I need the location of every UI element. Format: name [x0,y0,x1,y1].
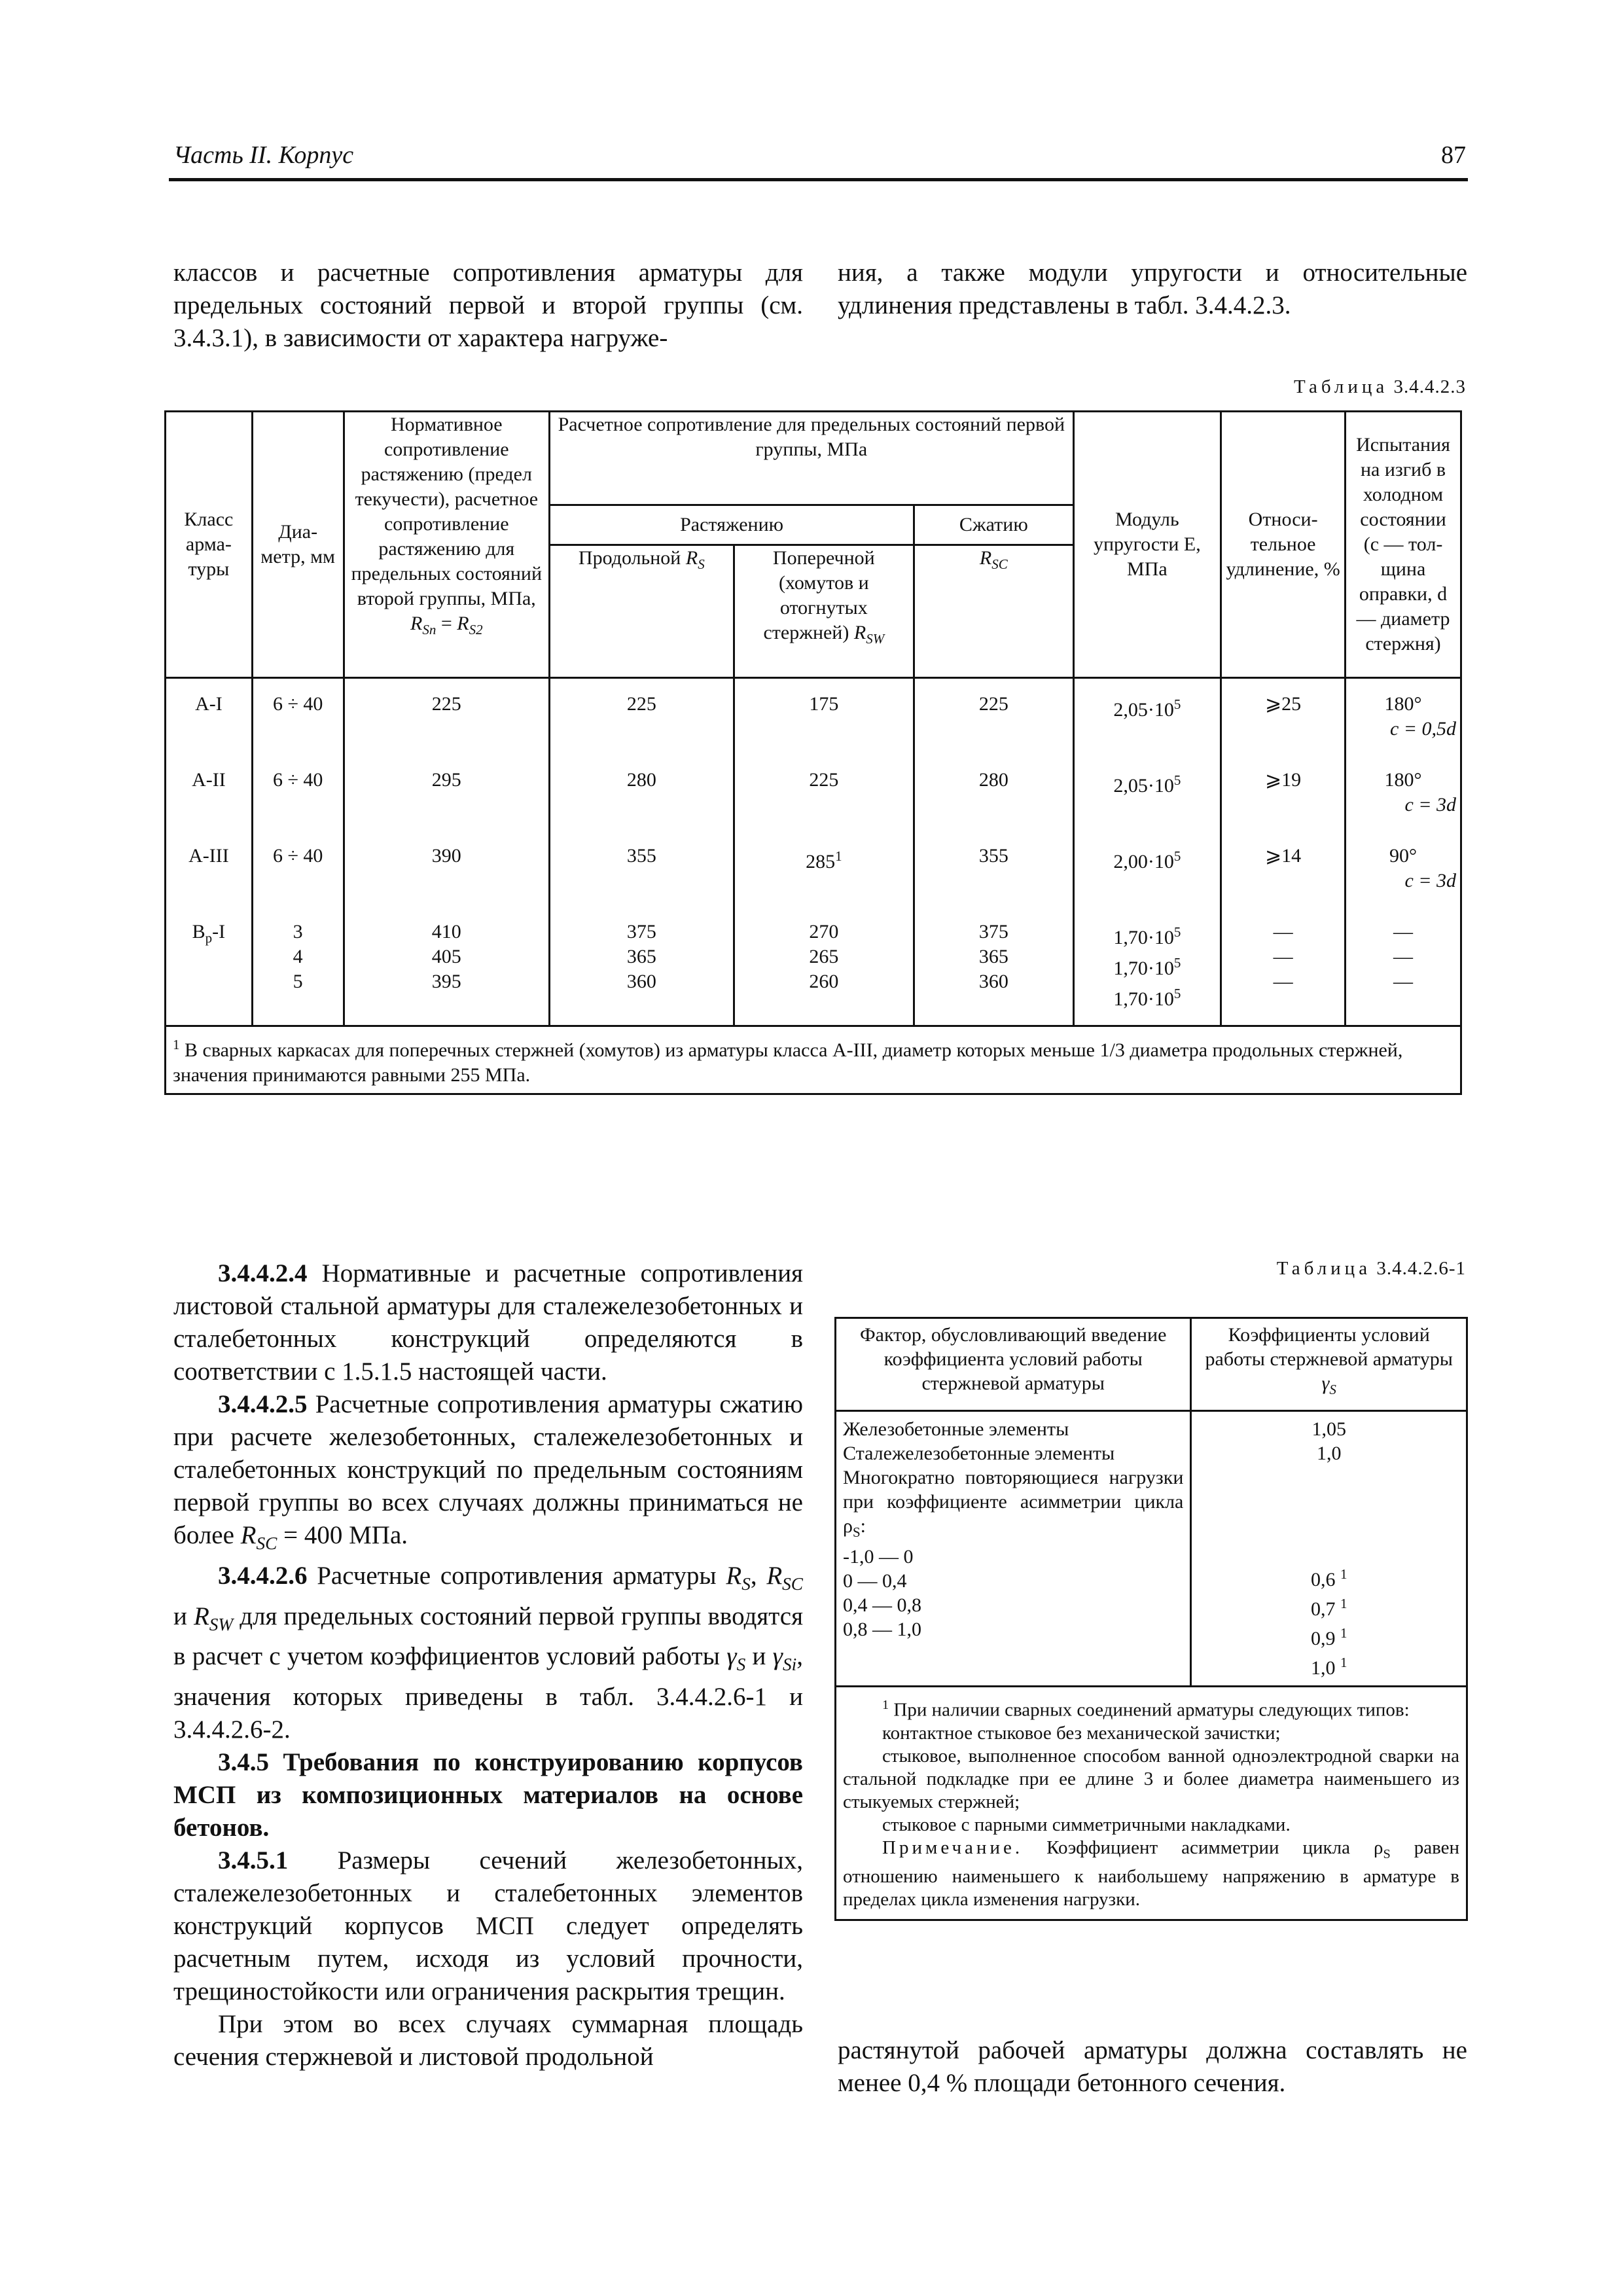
header-normative-symbol-2: R [457,613,469,634]
paragraph-text: Размеры сечений железобетонных, сталежелезобетонных и сталебетонных элементов конструкций корпусов МСП следует определять расчетным путем, исходя из условий прочности, трещиностойкости или ограничения раскрытия трещин. [173,1846,803,2006]
cell-rsw [734,906,914,1026]
coefficient-value: 1,0 [1316,1443,1342,1464]
note-text: стыковое с парными симметричными накладками. [882,1814,1291,1835]
cell-modulus-exp: 5 [1173,848,1181,864]
cell-rsw-value: 285 [806,851,836,872]
header-coefficient-text: Коэффициенты условий работы стержневой арматуры [1205,1324,1453,1370]
header-transverse-text: Поперечной (хомутов и отогнутых стержней) [763,547,875,643]
header-transverse [734,545,914,678]
header-rule [169,178,1468,181]
cell-rs-value: 360 [626,971,656,992]
table-row [166,678,1461,755]
table2-caption-word: Таблица [1276,1258,1372,1279]
coefficient-spacer [1198,1465,1459,1562]
cell-rsc: 225 [914,678,1073,755]
note-text: контактное стыковое без механической зачистки; [882,1722,1281,1744]
coefficient-number: 0,6 [1310,1569,1336,1590]
coefficient-footnote-mark: 1 [1340,1625,1347,1641]
intro-text-left: классов и расчетные сопротивления арматуры для предельных состояний первой и второй группы (см. 3.4.3.1), в зависимости от характера нагруже- [173,259,803,352]
header-coefficient [1191,1318,1467,1411]
coefficient-value [1198,1592,1459,1621]
factor-item [843,1465,1183,1545]
table2-caption-number: 3.4.4.2.6-1 [1376,1258,1466,1279]
cell-rsc: 280 [914,755,1073,831]
cell-dash: — [1393,971,1414,992]
header-class: Класс арма-туры [166,412,253,678]
cell-rs: 355 [550,831,734,906]
header-elongation: Относи-тельное удлинение, % [1221,412,1346,678]
table-working-coefficients [834,1317,1468,1921]
table1-footnote-mark: 1 [173,1037,180,1052]
page-number: 87 [1441,141,1466,169]
factor-column [836,1411,1191,1687]
cell-normative-value: 405 [431,946,461,967]
cell-class-letter: B [192,921,205,942]
table1-footnote-text: В сварных каркасах для поперечных стержней (хомутов) из арматуры класса A-III, диаметр которых меньше 1/3 диаметра продольных стержней, значения принимаются равными 255 МПа. [173,1039,1403,1086]
coefficient-footnote-mark: 1 [1340,1596,1347,1611]
table1-caption [1113,376,1466,398]
intro-text-right: ния, а также модули упругости и относительные удлинения представлены в табл. 3.4.4.2.3. [838,259,1467,319]
cell-rsw [734,831,914,906]
cell-modulus-value: 2,05·10 [1113,699,1174,721]
header-coefficient-sub: S [1329,1382,1336,1397]
paragraph-3-4-4-2-5 [173,1388,803,1560]
paragraph-total-area-continued: растянутой рабочей арматуры должна составлять не менее 0,4 % площади бетонного сечения. [838,2036,1467,2097]
paragraph-text-end: = 400 МПа. [277,1521,408,1549]
table2-notes [836,1687,1467,1920]
paragraph-3-4-4-2-4 [173,1257,803,1388]
symbol-r: R [726,1561,742,1590]
table1-footnote [166,1026,1461,1094]
paragraph-text: , [750,1561,767,1590]
coefficient-value [1198,1621,1459,1651]
paragraph-text: для предельных состояний первой группы вводятся в расчет с учетом коэффициентов условий работы [173,1602,804,1671]
cell-diameter [252,906,344,1026]
cell-elongation: ⩾25 [1221,678,1346,755]
cell-class [166,906,253,1026]
table1-caption-word: Таблица [1293,376,1389,397]
cell-rsw-value: 260 [809,971,839,992]
symbol-r: R [766,1561,783,1590]
note-remark [843,1837,1459,1912]
cell-rsc: 355 [914,831,1073,906]
cell-class: A-III [166,831,253,906]
paragraph-text: , значения которых приведены в табл. 3.4.4.2.6-1 и 3.4.4.2.6-2. [173,1642,804,1744]
cell-diameter: 6 ÷ 40 [252,831,344,906]
factor-item: 0,8 — 1,0 [843,1619,921,1640]
note-text: При наличии сварных соединений арматуры следующих типов: [889,1699,1410,1721]
symbol-sub: S [741,1573,751,1594]
coefficient-value: 1,05 [1311,1418,1346,1440]
symbol-sub: SC [782,1573,803,1594]
note-footnote [843,1694,1459,1722]
cell-modulus-exp: 5 [1173,924,1181,940]
coefficient-value [1198,1651,1459,1680]
cell-rsw-value: 270 [809,921,839,942]
cell-bend-angle: 90° [1389,845,1418,867]
cell-bend-condition: c = 3d [1404,794,1456,816]
header-coefficient-symbol: γ [1321,1372,1330,1394]
cell-elongation: ⩾14 [1221,831,1346,906]
table-row [166,831,1461,906]
cell-modulus-value: 2,00·10 [1113,851,1174,872]
cell-dash: — [1393,946,1414,967]
cell-normative: 225 [344,678,550,755]
cell-rsw [734,755,914,831]
header-normative-sub: Sn [422,622,437,637]
table-reinforcement-properties [164,410,1462,1095]
cell-bend-condition: c = 3d [1404,870,1456,891]
cell-modulus-value: 1,70·10 [1113,958,1174,979]
coefficient-number: 1,0 [1310,1657,1336,1679]
factor-item: 0 — 0,4 [843,1570,907,1592]
cell-normative-value: 410 [431,921,461,942]
coefficient-number: 0,7 [1310,1598,1336,1620]
paragraph-text: Нормативные и расчетные сопротивления листовой стальной арматуры для сталежелезобетонных и сталебетонных конструкций определяются в соответствии с 1.5.1.5 настоящей части. [173,1259,803,1386]
paragraph-text: Расчетные сопротивления арматуры [307,1561,726,1590]
paragraph-number: 3.4.4.2.5 [218,1390,308,1418]
header-bend-test: Испытания на изгиб в холодном состоянии (с — тол-щина оправки, d — диаметр стержня) [1346,412,1461,678]
cell-rsw [734,678,914,755]
note-text: равен отношению наименьшего к наибольшему напряжению в арматуре в пределах цикла изменения нагрузки. [843,1837,1459,1910]
cell-rsw-value: 225 [809,769,839,791]
coefficient-column [1191,1411,1467,1687]
cell-modulus [1073,906,1221,1026]
coefficient-number: 0,9 [1310,1628,1336,1649]
cell-bend-angle: 180° [1384,769,1422,791]
cell-rsc-value: 375 [978,921,1008,942]
cell-bend-angle: 180° [1384,693,1422,715]
symbol-sub: Si [783,1655,797,1675]
note-footnote-mark: 1 [882,1698,889,1712]
cell-normative [344,906,550,1026]
header-compression-symbol-cell [914,545,1073,678]
cell-diameter-value: 5 [293,971,303,992]
header-factor: Фактор, обусловливающий введение коэффициента условий работы стержневой арматуры [836,1318,1191,1411]
table-row [166,755,1461,831]
header-transverse-sub: SW [866,631,885,647]
cell-bend [1346,831,1461,906]
header-compression: Сжатию [914,505,1073,545]
cell-modulus [1073,678,1221,755]
paragraph-text: Расчетные сопротивления арматуры сжатию при расчете железобетонных, сталежелезобетонных и сталебетонных конструкций по предельным состояниям первой группы во всех случаях должны приниматься не более [173,1390,803,1549]
header-longitudinal-text: Продольной [578,547,681,569]
cell-normative: 295 [344,755,550,831]
header-longitudinal-sub: S [698,556,705,572]
paragraph-text: и [745,1642,773,1671]
paragraph-text: и [173,1602,194,1630]
header-diameter: Диа-метр, мм [252,412,344,678]
section-text [173,1257,803,2073]
cell-modulus-exp: 5 [1173,772,1181,788]
paragraph-3-4-4-2-6 [173,1560,803,1746]
cell-diameter-value: 3 [293,921,303,942]
cell-bend [1346,678,1461,755]
note-text: стыковое, выполненное способом ванной одноэлектродной сварки на стальной подкладке при ее длине 3 и более диаметра наименьшего из стыкуемых стержней; [843,1745,1459,1812]
cell-modulus [1073,831,1221,906]
coefficient-footnote-mark: 1 [1340,1566,1347,1582]
factor-item-sub: S [852,1524,861,1540]
symbol-gamma: γ [726,1642,737,1671]
paragraph-total-area: При этом во всех случаях суммарная площадь сечения стержневой и листовой продольной [173,2010,803,2072]
table1-caption-number: 3.4.4.2.3 [1393,376,1466,397]
cell-diameter-value: 4 [293,946,303,967]
header-transverse-symbol: R [853,622,866,643]
cell-class: A-I [166,678,253,755]
header-normative-sub-2: S2 [469,622,483,637]
header-compression-sub: SC [991,556,1008,572]
cell-modulus-value: 1,70·10 [1113,927,1174,948]
cell-dash: — [1393,921,1414,942]
cell-modulus [1073,755,1221,831]
cell-rsw-value: 265 [809,946,839,967]
cell-normative-value: 395 [431,971,461,992]
factor-item: -1,0 — 0 [843,1546,914,1568]
header-compression-symbol: R [979,547,992,569]
note-sub: S [1383,1846,1391,1861]
cell-elongation: ⩾19 [1221,755,1346,831]
header-normative [344,412,550,678]
cell-rs: 225 [550,678,734,755]
cell-bend [1346,906,1461,1026]
factor-item: Сталежелезобетонные элементы [843,1443,1115,1464]
paragraph-3-4-5-1 [173,1844,803,2008]
running-header-title: Часть II. Корпус [173,141,354,169]
cell-elongation [1221,906,1346,1026]
cell-rsc [914,906,1073,1026]
cell-rsc-value: 360 [978,971,1008,992]
cell-rsc-value: 365 [978,946,1008,967]
coefficient-value [1198,1562,1459,1592]
symbol-r: R [240,1521,257,1549]
cell-normative: 390 [344,831,550,906]
note-label: Примечание. [882,1837,1024,1858]
header-longitudinal-symbol: R [685,547,698,569]
symbol-gamma: γ [772,1642,783,1671]
header-longitudinal [550,545,734,678]
cell-modulus-exp: 5 [1173,955,1181,971]
symbol-sub: SC [256,1533,277,1553]
factor-item-text: Многократно повторяющиеся нагрузки при коэффициенте асимметрии цикла ρ [843,1467,1184,1537]
cell-class-rest: -I [212,921,226,942]
paragraph-number: 3.4.5.1 [218,1846,289,1875]
factor-item: Железобетонные элементы [843,1418,1069,1440]
symbol-sub: SW [209,1614,234,1634]
cell-dash: — [1273,946,1293,967]
cell-modulus-exp: 5 [1173,696,1181,712]
cell-bend [1346,755,1461,831]
header-normative-symbol: R [410,613,423,634]
header-normative-eq: = [436,613,457,634]
section-heading-3-4-5: 3.4.5 Требования по конструированию корпусов МСП из композиционных материалов на основе бетонов. [173,1748,803,1842]
cell-rs-value: 375 [626,921,656,942]
header-calc-resistance: Расчетное сопротивление для предельных состояний первой группы, МПа [550,412,1073,505]
cell-rs: 280 [550,755,734,831]
paragraph-number: 3.4.4.2.4 [218,1259,308,1287]
cell-dash: — [1273,971,1293,992]
cell-diameter: 6 ÷ 40 [252,755,344,831]
cell-bend-condition: c = 0,5d [1389,718,1456,740]
table-row-bp [166,906,1461,1026]
cell-dash: — [1273,921,1293,942]
header-tension: Растяжению [550,505,914,545]
cell-rsw-footnote-mark: 1 [835,848,842,864]
symbol-r: R [193,1602,209,1630]
note-text: Коэффициент асимметрии цикла ρ [1023,1837,1383,1858]
cell-class: A-II [166,755,253,831]
cell-rs-value: 365 [626,946,656,967]
cell-modulus-exp: 5 [1173,986,1181,1001]
coefficient-footnote-mark: 1 [1340,1655,1347,1670]
cell-diameter: 6 ÷ 40 [252,678,344,755]
cell-rsw-value: 175 [809,693,839,715]
header-normative-text: Нормативное сопротивление растяжению (предел текучести), расчетное сопротивление растяжению для предельных состояний второй группы, МПа, [351,414,542,609]
table2-caption [1113,1258,1466,1280]
symbol-sub: S [736,1655,746,1675]
factor-item: 0,4 — 0,8 [843,1594,921,1616]
factor-item-end: : [860,1515,866,1537]
paragraph-number: 3.4.4.2.6 [218,1561,308,1590]
header-modulus: Модуль упругости E, МПа [1073,412,1221,678]
cell-modulus-value: 2,05·10 [1113,775,1174,797]
cell-rs [550,906,734,1026]
cell-modulus-value: 1,70·10 [1113,988,1174,1010]
cell-class-sub: p [205,930,213,946]
